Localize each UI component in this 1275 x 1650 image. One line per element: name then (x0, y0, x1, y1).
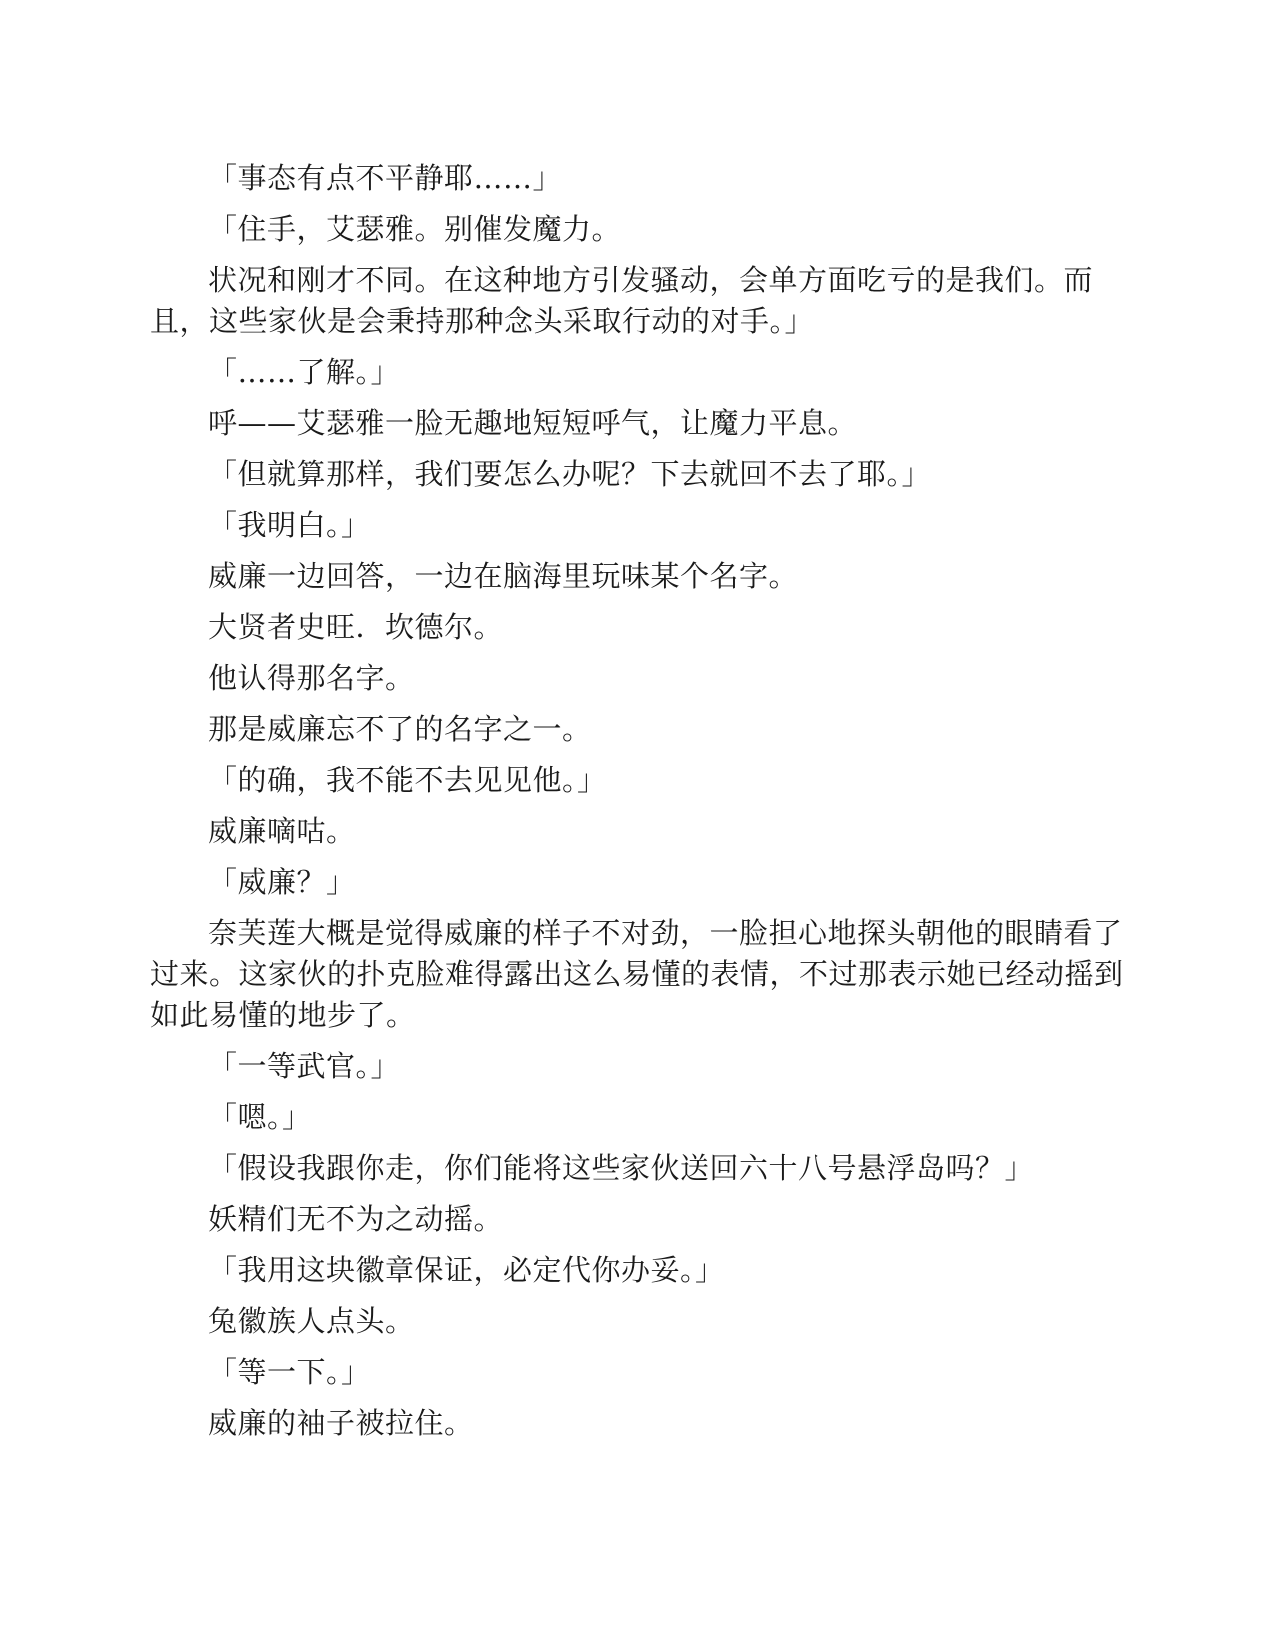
narration-paragraph: 状况和刚才不同。在这种地方引发骚动，会单方面吃亏的是我们。而且，这些家伙是会秉持那种念头采取行动的对手。」 (150, 263, 1094, 338)
narration-paragraph: 兔徽族人点头。 (208, 1304, 415, 1338)
narration-paragraph: 大贤者史旺．坎德尔。 (208, 610, 504, 644)
narration-paragraph: 奈芙莲大概是觉得威廉的样子不对劲，一脸担心地探头朝他的眼睛看了过来。这家伙的扑克脸难得露出这么易懂的表情，不过那表示她已经动摇到如此易懂的地步了。 (150, 916, 1124, 1032)
narration-paragraph: 那是威廉忘不了的名字之一。 (208, 712, 592, 746)
dialogue-paragraph: 「住手，艾瑟雅。别催发魔力。 (208, 212, 622, 246)
dialogue-paragraph: 「威廉？」 (208, 865, 356, 899)
dialogue-paragraph: 「但就算那样，我们要怎么办呢？下去就回不去了耶。」 (208, 457, 932, 491)
page-body (150, 158, 1130, 1454)
dialogue-paragraph: 「的确，我不能不去见见他。」 (208, 763, 607, 797)
dialogue-paragraph: 「等一下。」 (208, 1355, 371, 1389)
dialogue-paragraph: 「一等武官。」 (208, 1049, 401, 1083)
narration-paragraph: 他认得那名字。 (208, 661, 415, 695)
narration-paragraph: 威廉一边回答，一边在脑海里玩味某个名字。 (208, 559, 799, 593)
narration-paragraph: 威廉嘀咕。 (208, 814, 356, 848)
narration-paragraph: 呼——艾瑟雅一脸无趣地短短呼气，让魔力平息。 (208, 406, 858, 440)
dialogue-paragraph: 「嗯。」 (208, 1100, 312, 1134)
dialogue-paragraph: 「假设我跟你走，你们能将这些家伙送回六十八号悬浮岛吗？」 (208, 1151, 1035, 1185)
narration-paragraph: 妖精们无不为之动摇。 (208, 1202, 504, 1236)
dialogue-paragraph: 「我明白。」 (208, 508, 371, 542)
dialogue-paragraph: 「……了解。」 (208, 355, 401, 389)
dialogue-paragraph: 「我用这块徽章保证，必定代你办妥。」 (208, 1253, 725, 1287)
narration-paragraph: 威廉的袖子被拉住。 (208, 1406, 474, 1440)
dialogue-paragraph: 「事态有点不平静耶……」 (208, 161, 563, 195)
